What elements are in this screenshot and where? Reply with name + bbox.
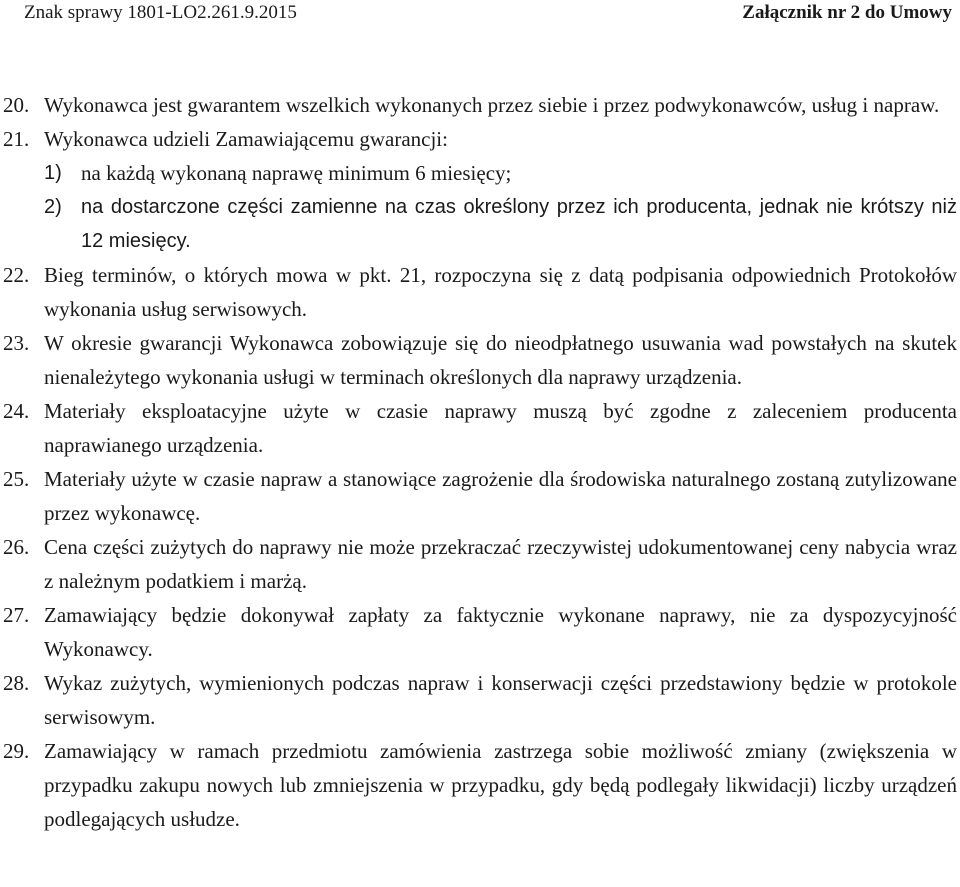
subitem-number: 1): [44, 162, 62, 184]
clause-text: Materiały eksploatacyjne użyte w czasie naprawy muszą być zgodne z zaleceniem producenta naprawianego urządzenia.: [44, 399, 957, 457]
clause-23: [0, 326, 960, 394]
clause-21-subitem-2: [0, 190, 960, 258]
document-body: [0, 88, 960, 836]
attachment-label: Załącznik nr 2 do Umowy: [742, 2, 952, 23]
clause-number: 22.: [3, 263, 30, 287]
clause-text: W okresie gwarancji Wykonawca zobowiązuje się do nieodpłatnego usuwania wad powstałych na skutek nienależytego wykonania usługi w terminach określonych dla naprawy urządzenia.: [44, 331, 957, 389]
clause-number: 25.: [3, 467, 30, 491]
clause-20: [0, 88, 960, 122]
clause-number: 21.: [3, 127, 30, 151]
clause-28: [0, 666, 960, 734]
clause-number: 29.: [3, 739, 30, 763]
clause-26: [0, 530, 960, 598]
page-header: [0, 0, 960, 30]
clause-number: 26.: [3, 535, 30, 559]
clause-number: 20.: [3, 93, 30, 117]
clause-number: 28.: [3, 671, 30, 695]
clause-29: [0, 734, 960, 836]
clause-text: Cena części zużytych do naprawy nie może przekraczać rzeczywistej udokumentowanej ceny nabycia wraz z należnym podatkiem i marżą.: [44, 535, 957, 593]
clause-text: Materiały użyte w czasie napraw a stanowiące zagrożenie dla środowiska naturalnego zostaną zutylizowane przez wykonawcę.: [44, 467, 957, 525]
clause-number: 23.: [3, 331, 30, 355]
subitem-number: 2): [44, 196, 62, 218]
subitem-text: na każdą wykonaną naprawę minimum 6 miesięcy;: [81, 161, 512, 185]
clause-21-subitem-1: [0, 156, 960, 190]
clause-25: [0, 462, 960, 530]
clause-text: Zamawiający będzie dokonywał zapłaty za faktycznie wykonane naprawy, nie za dyspozycyjność Wykonawcy.: [44, 603, 957, 661]
clause-text: Wykaz zużytych, wymienionych podczas napraw i konserwacji części przedstawiony będzie w protokole serwisowym.: [44, 671, 957, 729]
subitem-text: na dostarczone części zamienne na czas określony przez ich producenta, jednak nie krótszy niż 12 miesięcy.: [81, 196, 957, 252]
clause-24: [0, 394, 960, 462]
clause-text: Wykonawca jest gwarantem wszelkich wykonanych przez siebie i przez podwykonawców, usług i napraw.: [44, 93, 940, 117]
clause-text: Zamawiający w ramach przedmiotu zamówienia zastrzega sobie możliwość zmiany (zwiększenia w przypadku zakupu nowych lub zmniejszenia w przypadku, gdy będą podlegały likwidacji) liczby urządzeń podlegających usłudze.: [44, 739, 957, 831]
clause-text: Bieg terminów, o których mowa w pkt. 21, rozpoczyna się z datą podpisania odpowiednich Protokołów wykonania usług serwisowych.: [44, 263, 957, 321]
clause-27: [0, 598, 960, 666]
clause-number: 24.: [3, 399, 30, 423]
clause-21: [0, 122, 960, 156]
clause-22: [0, 258, 960, 326]
clause-text: Wykonawca udzieli Zamawiającemu gwarancji:: [44, 127, 448, 151]
clause-number: 27.: [3, 603, 30, 627]
case-reference: Znak sprawy 1801-LO2.261.9.2015: [24, 2, 297, 23]
